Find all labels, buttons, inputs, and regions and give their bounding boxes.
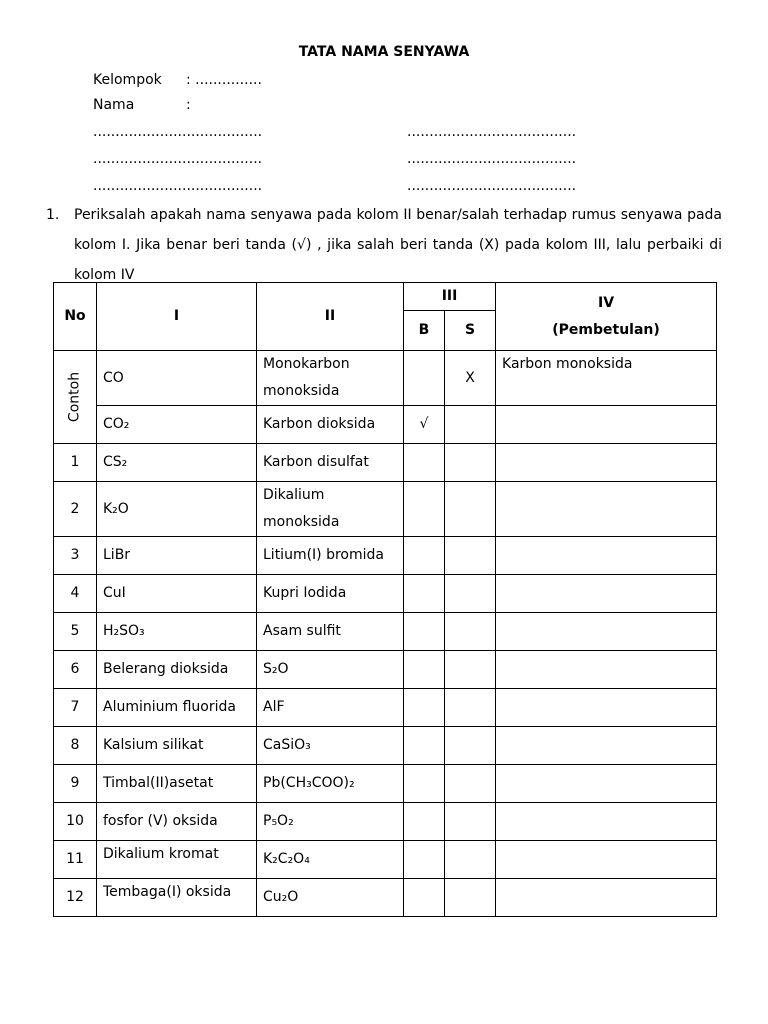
row-col-2: K₂C₂O₄ <box>257 841 404 879</box>
row-s-cell[interactable] <box>445 803 496 841</box>
row-b-cell[interactable] <box>404 765 445 803</box>
row-correction-cell[interactable] <box>496 689 717 727</box>
row-col-2: Asam sulfit <box>257 613 404 651</box>
row-col-2: P₅O₂ <box>257 803 404 841</box>
row-s-cell[interactable] <box>445 689 496 727</box>
row-correction-cell[interactable] <box>496 803 717 841</box>
row-s-cell[interactable] <box>445 879 496 917</box>
table-row <box>54 803 717 841</box>
header-col-3-b: B <box>404 311 445 351</box>
example-name: Monokarbon monoksida <box>257 351 404 406</box>
nomenclature-table <box>53 282 717 917</box>
row-correction-cell[interactable] <box>496 727 717 765</box>
table-row <box>54 651 717 689</box>
row-b-cell[interactable] <box>404 444 445 482</box>
row-s-cell[interactable] <box>445 613 496 651</box>
row-b-cell[interactable] <box>404 727 445 765</box>
row-col-2: Dikalium monoksida <box>257 482 404 537</box>
name-line-1a[interactable]: ...................................... <box>93 124 263 140</box>
header-col-1: I <box>97 283 257 351</box>
row-col-2: Pb(CH₃COO)₂ <box>257 765 404 803</box>
row-col-1: K₂O <box>97 482 257 537</box>
table-row <box>54 689 717 727</box>
row-number: 7 <box>54 689 97 727</box>
row-col-2: S₂O <box>257 651 404 689</box>
table-row <box>54 575 717 613</box>
row-col-1: Dikalium kromat <box>97 841 257 879</box>
example-label: Contoh <box>66 371 83 423</box>
row-col-1: CS₂ <box>97 444 257 482</box>
row-s-cell[interactable] <box>445 841 496 879</box>
row-col-2: Karbon disulfat <box>257 444 404 482</box>
row-correction-cell[interactable] <box>496 613 717 651</box>
row-b-cell[interactable] <box>404 879 445 917</box>
row-col-2: Cu₂O <box>257 879 404 917</box>
row-b-cell[interactable] <box>404 537 445 575</box>
row-number: 2 <box>54 482 97 537</box>
header-col-3-s: S <box>445 311 496 351</box>
row-b-cell[interactable] <box>404 803 445 841</box>
name-line-2a[interactable]: ...................................... <box>93 151 263 167</box>
table-row <box>54 841 717 879</box>
row-col-2: AlF <box>257 689 404 727</box>
example-s-mark[interactable] <box>445 406 496 444</box>
row-b-cell[interactable] <box>404 613 445 651</box>
row-number: 1 <box>54 444 97 482</box>
row-correction-cell[interactable] <box>496 651 717 689</box>
table-row <box>54 879 717 917</box>
header-col-3: III <box>404 283 496 311</box>
group-label: Kelompok <box>93 72 162 88</box>
name-line-2b[interactable]: ...................................... <box>407 151 577 167</box>
example-b-mark[interactable]: √ <box>404 406 445 444</box>
row-correction-cell[interactable] <box>496 482 717 537</box>
table-row <box>54 613 717 651</box>
row-correction-cell[interactable] <box>496 444 717 482</box>
page-title: TATA NAMA SENYAWA <box>298 44 470 60</box>
row-col-1: Aluminium fluorida <box>97 689 257 727</box>
row-number: 10 <box>54 803 97 841</box>
row-s-cell[interactable] <box>445 765 496 803</box>
row-s-cell[interactable] <box>445 651 496 689</box>
table-row <box>54 537 717 575</box>
row-s-cell[interactable] <box>445 727 496 765</box>
example-correction[interactable]: Karbon monoksida <box>496 351 717 406</box>
row-correction-cell[interactable] <box>496 575 717 613</box>
row-b-cell[interactable] <box>404 651 445 689</box>
row-col-1: Tembaga(I) oksida <box>97 879 257 917</box>
header-no: No <box>54 283 97 351</box>
name-line-1b[interactable]: ...................................... <box>407 124 577 140</box>
instruction-number: 1. <box>46 207 60 223</box>
row-b-cell[interactable] <box>404 575 445 613</box>
row-col-1: H₂SO₃ <box>97 613 257 651</box>
row-col-1: LiBr <box>97 537 257 575</box>
table-row <box>54 765 717 803</box>
row-s-cell[interactable] <box>445 444 496 482</box>
row-col-2: Litium(I) bromida <box>257 537 404 575</box>
row-b-cell[interactable] <box>404 482 445 537</box>
row-number: 5 <box>54 613 97 651</box>
header-col-4-subtitle: (Pembetulan) <box>552 321 660 338</box>
row-number: 8 <box>54 727 97 765</box>
row-s-cell[interactable] <box>445 575 496 613</box>
row-col-2: Kupri Iodida <box>257 575 404 613</box>
row-s-cell[interactable] <box>445 482 496 537</box>
header-col-2: II <box>257 283 404 351</box>
row-number: 11 <box>54 841 97 879</box>
name-colon: : <box>186 97 191 113</box>
instruction-text: Periksalah apakah nama senyawa pada kolom II benar/salah terhadap rumus senyawa pada kolom I. Jika benar beri tanda (√) , jika salah beri tanda (X) pada kolom III, lalu perbaiki di kolom IV <box>74 207 722 283</box>
row-number: 9 <box>54 765 97 803</box>
row-number: 3 <box>54 537 97 575</box>
example-b-mark[interactable] <box>404 351 445 406</box>
row-col-1: Kalsium silikat <box>97 727 257 765</box>
example-label-cell <box>54 351 97 444</box>
group-field[interactable]: : ............... <box>186 72 262 88</box>
example-s-mark[interactable]: X <box>445 351 496 406</box>
name-line-3b[interactable]: ...................................... <box>407 178 577 194</box>
row-s-cell[interactable] <box>445 537 496 575</box>
row-b-cell[interactable] <box>404 689 445 727</box>
row-col-1: Timbal(II)asetat <box>97 765 257 803</box>
row-correction-cell[interactable] <box>496 841 717 879</box>
row-b-cell[interactable] <box>404 841 445 879</box>
example-name: Karbon dioksida <box>257 406 404 444</box>
table-row <box>54 444 717 482</box>
example-formula: CO <box>97 351 257 406</box>
row-col-1: CuI <box>97 575 257 613</box>
header-col-4-title: IV <box>597 294 615 311</box>
name-line-3a[interactable]: ...................................... <box>93 178 263 194</box>
row-correction-cell[interactable] <box>496 879 717 917</box>
example-row <box>54 406 717 444</box>
row-col-1: Belerang dioksida <box>97 651 257 689</box>
row-col-1: fosfor (V) oksida <box>97 803 257 841</box>
table-row <box>54 727 717 765</box>
example-row <box>54 351 717 406</box>
table-row <box>54 482 717 537</box>
example-formula: CO₂ <box>97 406 257 444</box>
row-number: 12 <box>54 879 97 917</box>
row-col-2: CaSiO₃ <box>257 727 404 765</box>
example-correction[interactable] <box>496 406 717 444</box>
row-number: 4 <box>54 575 97 613</box>
header-col-4 <box>496 283 717 351</box>
row-correction-cell[interactable] <box>496 765 717 803</box>
row-correction-cell[interactable] <box>496 537 717 575</box>
row-number: 6 <box>54 651 97 689</box>
name-label: Nama <box>93 97 135 113</box>
